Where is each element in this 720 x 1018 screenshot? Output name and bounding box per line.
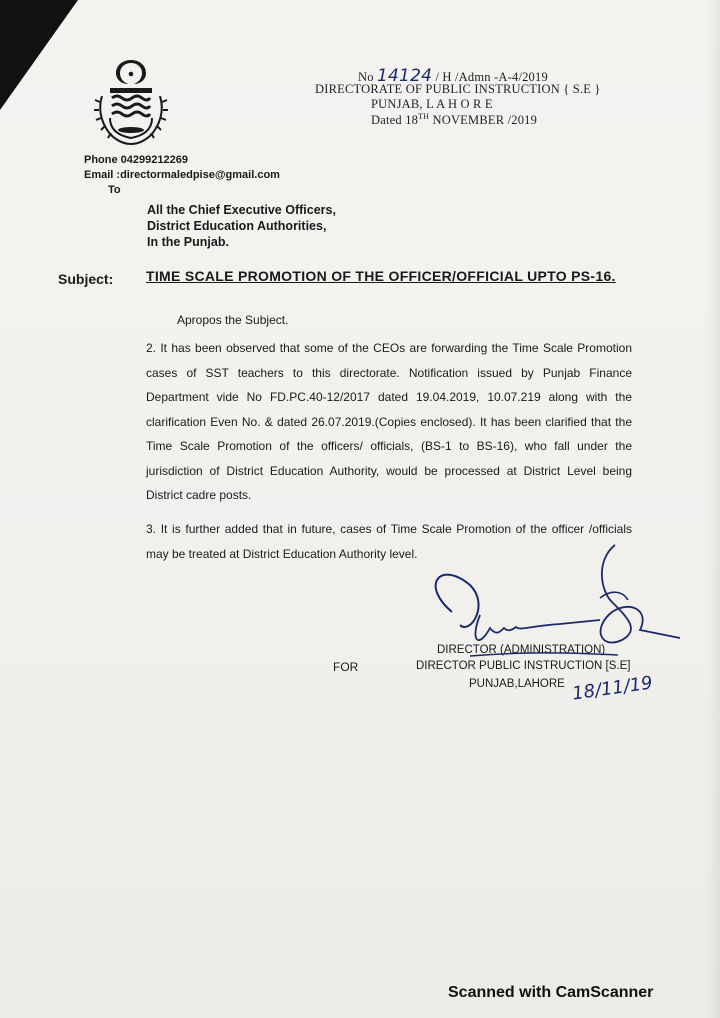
date-day: 18 (405, 113, 419, 128)
phone-number: Phone 04299212269 (84, 154, 188, 166)
punjab-government-emblem-icon (92, 56, 170, 148)
handwritten-date: 18/11/19 (570, 672, 654, 705)
letter-date (371, 112, 537, 128)
email-address: Email :directormaledpise@gmail.com (84, 169, 280, 181)
signatory-office: DIRECTOR PUBLIC INSTRUCTION [S.E] (416, 660, 631, 672)
paragraph-2: 2. It has been observed that some of the CEOs are forwarding the Time Scale Promotion cases of SST teachers to this directorate. Notification issued by Punjab Finance Department vide No FD.PC.40-12/2017 dated 19.04.2019, 10.07.219 along with the clarification Even No. & dated 26.07.2019.(Copies enclosed). It has been clarified that the Time Scale Promotion of the officers/ officials, (BS-1 to BS-16), who fall under the jurisdiction of District Education Authority, would be processed at District Level being District cadre posts. (146, 341, 632, 502)
reference-prefix: No (358, 70, 374, 84)
for-label: FOR (333, 660, 359, 674)
addressee-line-3: In the Punjab. (147, 235, 229, 249)
to-label: To (108, 184, 121, 196)
handwritten-reference-number: 14124 (377, 66, 433, 86)
reference-suffix: / H /Admn -A-4/2019 (435, 70, 548, 84)
date-suffix: TH (418, 112, 430, 121)
subject-text: TIME SCALE PROMOTION OF THE OFFICER/OFFICIAL UPTO PS-16. (146, 268, 616, 284)
signatory-title: DIRECTOR (ADMINISTRATION) (437, 644, 606, 656)
paragraph-3: 3. It is further added that in future, cases of Time Scale Promotion of the officer /officials may be treated at District Education Authority level. (146, 522, 632, 561)
office-city: PUNJAB, L A H O R E (371, 97, 493, 111)
date-label: Dated (371, 113, 402, 128)
addressee-line-1: All the Chief Executive Officers, (147, 203, 336, 217)
signatory-city: PUNJAB,LAHORE (469, 678, 565, 690)
subject-label: Subject: (58, 271, 114, 287)
office-name: DIRECTORATE OF PUBLIC INSTRUCTION { S.E } (315, 82, 601, 96)
apropos-line: Apropos the Subject. (177, 313, 289, 327)
addressee-line-2: District Education Authorities, (147, 219, 327, 233)
dark-corner-shadow (0, 0, 78, 110)
date-month-year: NOVEMBER /2019 (432, 113, 538, 128)
scanner-watermark: Scanned with CamScanner (448, 984, 654, 1001)
page-edge-shadow (706, 0, 720, 1018)
